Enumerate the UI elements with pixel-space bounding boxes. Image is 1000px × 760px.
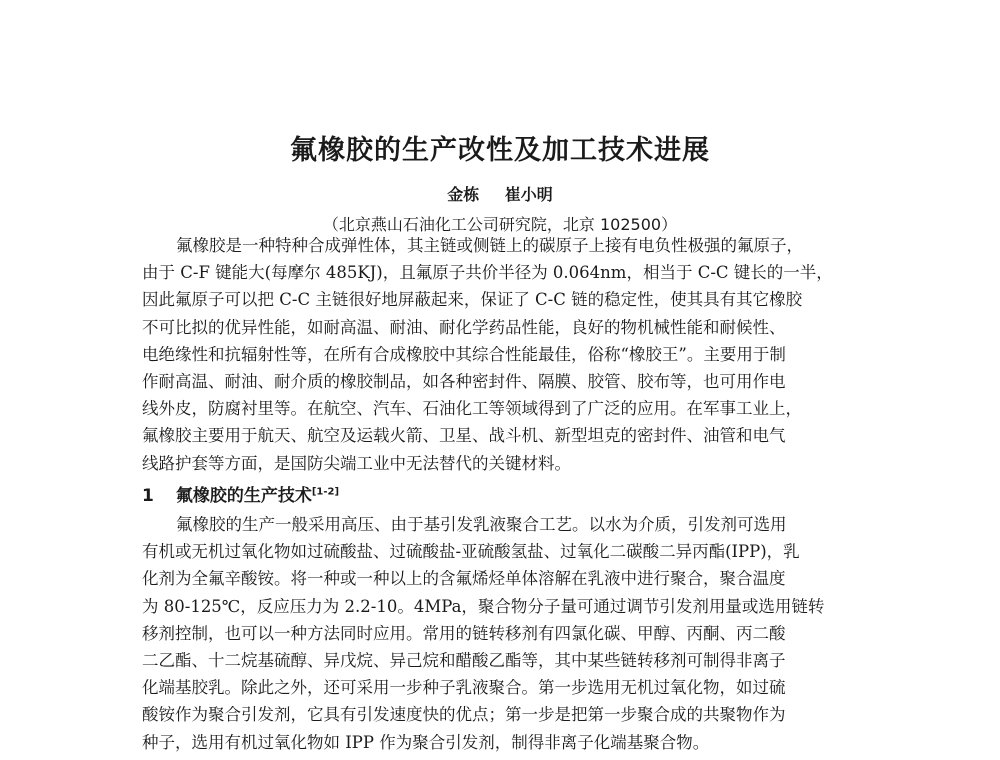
affiliation: （北京燕山石油化工公司研究院，北京 102500） (322, 215, 678, 234)
text-line: 线路护套等方面，是国防尖端工业中无法替代的关键材料。 (142, 453, 571, 473)
text-line: 酸铵作为聚合引发剂，它具有引发速度快的优点；第一步是把第一步聚合成的共聚物作为 (142, 705, 786, 725)
text-line: 氟橡胶的生产一般采用高压、由于基引发乳液聚合工艺。以水为介质，引发剂可选用 (176, 515, 787, 534)
section-heading-text: 氟橡胶的生产技术 (175, 486, 312, 506)
text-line: 作耐高温、耐油、耐介质的橡胶制品，如各种密封件、隔膜、胶管、胶布等，也可用作电 (142, 372, 786, 392)
text-line: 氟橡胶主要用于航天、航空及运载火箭、卫星、战斗机、新型坦克的密封件、油管和电气 (142, 426, 786, 446)
author-name: 崔小明 (504, 185, 553, 204)
text-line: 有机或无机过氧化物如过硫酸盐、过硫酸盐-亚硫酸氢盐、过氧化二碳酸二异丙酯(IPP)，乳 (142, 542, 800, 562)
text-line: 化剂为全氟辛酸铵。将一种或一种以上的含氟烯烃单体溶解在乳液中进行聚合，聚合温度 (142, 569, 786, 589)
text-line: 线外皮，防腐衬里等。在航空、汽车、石油化工等领域得到了广泛的应用。在军事工业上， (142, 399, 802, 419)
section-reference: [1-2] (311, 486, 340, 498)
section1-paragraph (142, 511, 846, 756)
text-line: 氟橡胶是一种特种合成弹性体，其主链或侧链上的碳原子上接有电负性极强的氟原子， (176, 236, 803, 255)
section-number: 1 (142, 486, 154, 506)
text-line: 为 80-125℃，反应压力为 2.2-10。4MPa，聚合物分子量可通过调节引发剂用量或选用链转 (142, 596, 825, 616)
text-line: 由于 C-F 键能大(每摩尔 485KJ)，且氟原子共价半径为 0.064nm，相当于 C-C 键长的一半， (142, 263, 833, 283)
text-line: 种子，选用有机过氧化物如 IPP 作为聚合引发剂，制得非离子化端基聚合物。 (142, 732, 710, 752)
text-line: 电绝缘性和抗辐射性等，在所有合成橡胶中其综合性能最佳，俗称“橡胶王”。主要用于制 (142, 344, 786, 364)
text-line: 移剂控制，也可以一种方法同时应用。常用的链转移剂有四氯化碳、甲醇、丙酮、丙二酸 (142, 623, 786, 643)
page-title: 氟橡胶的生产改性及加工技术进展 (290, 135, 710, 166)
author-name: 金栋 (447, 185, 480, 204)
text-line: 二乙酯、十二烷基硫醇、异戊烷、异己烷和醋酸乙酯等，其中某些链转移剂可制得非离子 (142, 651, 786, 671)
authors (0, 182, 1000, 205)
section-heading (142, 481, 339, 506)
intro-paragraph (142, 232, 846, 477)
text-line: 不可比拟的优异性能，如耐高温、耐油、耐化学药品性能，良好的物机械性能和耐候性、 (142, 317, 786, 337)
text-line: 因此氟原子可以把 C-C 主链很好地屏蔽起来，保证了 C-C 链的稳定性，使其具有其它橡胶 (142, 290, 803, 310)
text-line: 化端基胶乳。除此之外，还可采用一步种子乳液聚合。第一步选用无机过氧化物，如过硫 (142, 678, 786, 698)
